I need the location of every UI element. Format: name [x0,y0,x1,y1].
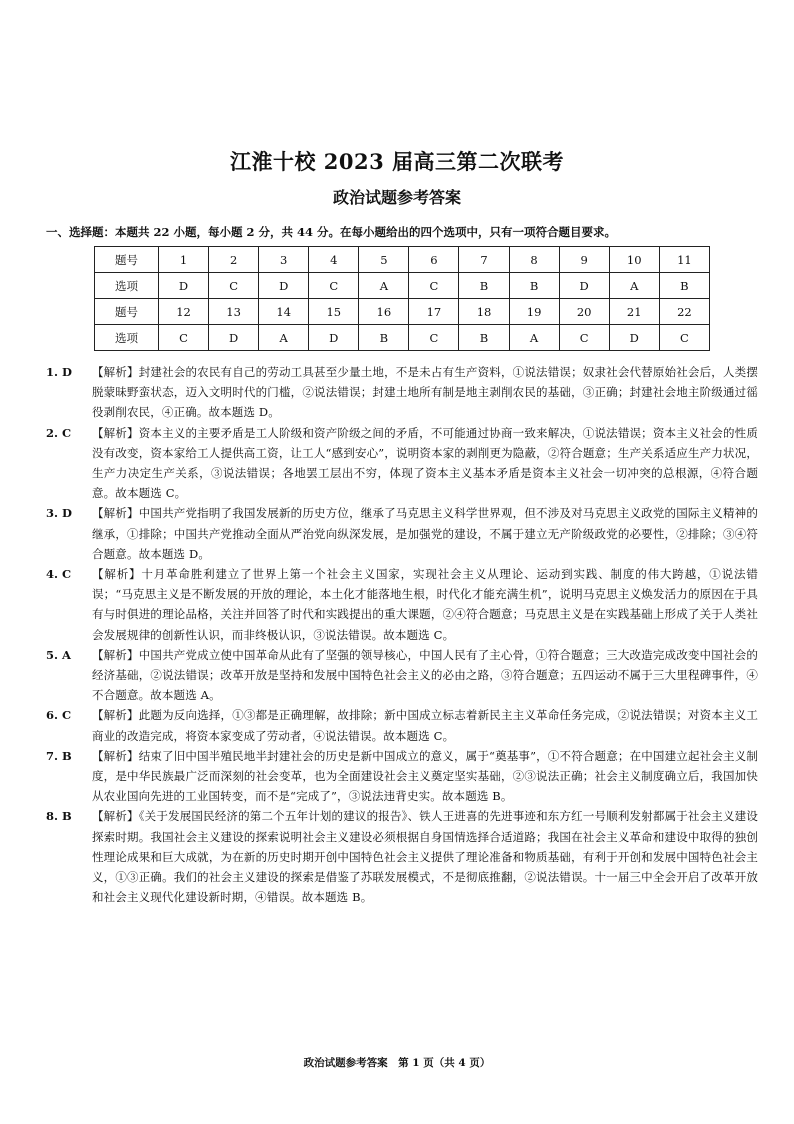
document-title: 江淮十校 2023 届高三第二次联考 [229,149,565,174]
table-cell: 11 [659,247,709,273]
explanation-text: 【解析】中国共产党指明了我国发展新的历史方位，继承了马克思主义科学世界观，但不涉及对马克思主义政党的国际主义精神的继承，①排除；中国共产党推动全面从严治党向纵深发展，是加强党的建设，不属于建立无产阶级政党的必要性，②排除；③④符合题意。故本题选 D。 [92,506,758,561]
table-cell: 2 [209,247,259,273]
explanation-text: 【解析】封建社会的农民有自己的劳动工具甚至少量土地，不是未占有生产资料，①说法错误；奴隶社会代替原始社会后，人类摆脱蒙昧野蛮状态，迈入文明时代的门槛，②说法错误；封建土地所有制是地主剥削农民的基础，③正确；封建社会地主阶级通过徭役剥削农民，④正确。故本题选 D。 [92,365,758,420]
table-cell: 5 [359,247,409,273]
table-row [95,247,710,273]
table-cell: C [309,273,359,299]
table-cell: C [659,325,709,351]
table-cell: 7 [459,247,509,273]
question-number: 2. C [46,425,72,440]
answer-table [94,246,710,351]
table-cell: B [359,325,409,351]
explanation-text: 【解析】结束了旧中国半殖民地半封建社会的历史是新中国成立的意义，属于“奠基事”，①不符合题意；在中国建立起社会主义制度，是中华民族最广泛而深刻的社会变革，也为全面建设社会主义奠定坚实基础，②③说法正确；社会主义制度确立后，我国加快从农业国向先进的工业国转变，而不是“完成了”，③说法违背史实。故本题选 B。 [92,748,758,804]
table-row-label: 选项 [95,325,159,351]
table-cell: D [559,273,609,299]
table-row-label: 选项 [95,273,159,299]
question-number: 8. B [46,809,72,824]
table-row [95,299,710,325]
table-cell: 8 [509,247,559,273]
document-subtitle: 政治试题参考答案 [332,188,461,207]
question-number: 6. C [46,708,72,723]
section-heading: 一、选择题：本题共 22 小题，每小题 2 分，共 44 分。在每小题给出的四个选项中，只有一项符合题目要求。 [46,225,617,239]
list-item [46,423,758,504]
list-item [46,362,758,423]
explanation-text: 【解析】此题为反向选择，①③都是正确理解，故排除；新中国成立标志着新民主主义革命任务完成，②说法错误；对资本主义工商业的改造完成，将资本家变成了劳动者，④说法错误。故本题选 C。 [92,708,758,743]
question-number: 1. D [46,365,72,379]
table-cell: 15 [309,299,359,325]
explanation-list [46,362,758,907]
list-item [46,705,758,745]
table-cell: 20 [559,299,609,325]
table-cell: 21 [609,299,659,325]
explanation-text: 【解析】资本主义的主要矛盾是工人阶级和资产阶级之间的矛盾，不可能通过协商一致来解决，①说法错误；资本主义社会的性质没有改变，资本家给工人提供高工资，让工人“感到安心”，说明资本家的剥削更为隐蔽，②符合题意；生产关系适应生产力状况，生产力决定生产关系，③说法错误；各地罢工层出不穷，体现了资本主义基本矛盾是资本主义社会一切冲突的总根源，④符合题意。故本题选 C。 [92,425,758,501]
list-item [46,564,758,645]
table-cell: D [159,273,209,299]
page-footer: 政治试题参考答案 第 1 页（共 4 页） [303,1057,491,1069]
table-cell: C [559,325,609,351]
table-cell: D [209,325,259,351]
table-cell: 16 [359,299,409,325]
list-item [46,746,758,807]
question-number: 3. D [46,506,72,521]
question-number: 5. A [46,647,71,662]
table-cell: 12 [159,299,209,325]
table-cell: C [409,325,459,351]
explanation-text: 【解析】《关于发展国民经济的第二个五年计划的建议的报告》、铁人王进喜的先进事迹和东方红一号顺利发射都属于社会主义建设探索时期。我国社会主义建设的探索说明社会主义建设必须根据自身国情选择合适道路；我国在社会主义革命和建设中取得的独创性理论成果和巨大成就，为在新的历史时期开创中国特色社会主义提供了理论准备和物质基础，有利于开创和发展中国特色社会主义，①③正确。我们的社会主义建设的探索是借鉴了苏联发展模式，不是彻底推翻，②说法错误。十一届三中全会开启了改革开放和社会主义现代化建设新时期，④错误。故本题选 B。 [92,809,758,905]
table-cell: A [359,273,409,299]
table-row-label: 题号 [95,299,159,325]
table-cell: 14 [259,299,309,325]
list-item [46,503,758,564]
table-cell: D [609,325,659,351]
question-number: 4. C [46,567,72,582]
table-cell: 22 [659,299,709,325]
table-cell: C [159,325,209,351]
table-cell: B [659,273,709,299]
table-row-label: 题号 [95,247,159,273]
table-cell: D [259,273,309,299]
table-cell: 3 [259,247,309,273]
explanation-text: 【解析】中国共产党成立使中国革命从此有了坚强的领导核心，中国人民有了主心骨，①符合题意；三大改造完成改变中国社会的经济基础，②说法错误；改革开放是坚持和发展中国特色社会主义的必由之路，③符合题意；五四运动不属于三大里程碑事件，④不合题意。故本题选 A。 [92,647,758,703]
table-cell: 1 [159,247,209,273]
table-cell: 18 [459,299,509,325]
table-row [95,273,710,299]
table-row [95,325,710,351]
table-cell: C [209,273,259,299]
table-cell: 10 [609,247,659,273]
question-number: 7. B [46,748,72,763]
list-item [46,806,758,907]
table-cell: A [259,325,309,351]
table-cell: B [459,325,509,351]
table-cell: 13 [209,299,259,325]
table-cell: B [509,273,559,299]
table-cell: D [309,325,359,351]
table-cell: A [609,273,659,299]
table-cell: A [509,325,559,351]
table-cell: 6 [409,247,459,273]
explanation-text: 【解析】十月革命胜利建立了世界上第一个社会主义国家，实现社会主义从理论、运动到实践、制度的伟大跨越，①说法错误；“马克思主义是不断发展的开放的理论，本土化才能落地生根，时代化才能充满生机”，说明马克思主义焕发活力的原因在于具有与时俱进的理论品格，关注并回答了时代和实践提出的重大课题，②④符合题意；马克思主义是在实践基础上形成了关于人类社会发展规律的创新性认识，而非终极认识，③说法错误。故本题选 C。 [92,567,758,642]
table-cell: 9 [559,247,609,273]
table-cell: 4 [309,247,359,273]
table-cell: C [409,273,459,299]
table-cell: 17 [409,299,459,325]
table-cell: B [459,273,509,299]
table-cell: 19 [509,299,559,325]
list-item [46,645,758,706]
